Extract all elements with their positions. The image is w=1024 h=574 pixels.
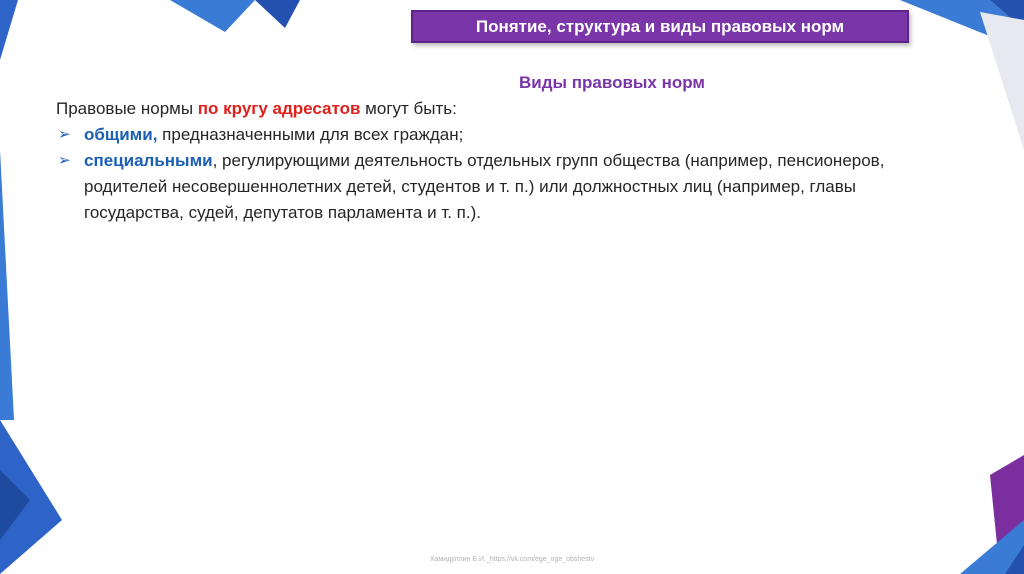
arrow-bullet-icon: ➢: [58, 152, 71, 169]
item-text: предназначенными для всех граждан;: [157, 125, 464, 144]
item-term: специальными: [84, 151, 213, 170]
norm-types-list: [56, 122, 956, 226]
item-text: , регулирующими деятельность отдельных групп общества (например, пенсионеров, родителей несовершеннолетних детей, студентов и т. п.) или должностных лиц (например, главы государства, судей, депутатов парламента и т. п.).: [84, 151, 885, 222]
list-item: [56, 122, 956, 148]
intro-highlight: по кругу адресатов: [197, 99, 361, 118]
item-term: общими,: [84, 125, 158, 144]
slide-title: Понятие, структура и виды правовых норм: [411, 10, 909, 43]
footer-credit: Хамидуллин Б.И._https://vk.com/ege_oge_obshestv: [429, 556, 595, 563]
slide-body: [56, 96, 956, 226]
intro-before: Правовые нормы: [56, 99, 198, 118]
section-heading: Виды правовых норм: [518, 73, 705, 92]
arrow-bullet-icon: ➢: [58, 126, 71, 143]
list-item: [56, 148, 956, 226]
intro-line: [56, 96, 956, 122]
intro-after: могут быть:: [360, 99, 457, 118]
